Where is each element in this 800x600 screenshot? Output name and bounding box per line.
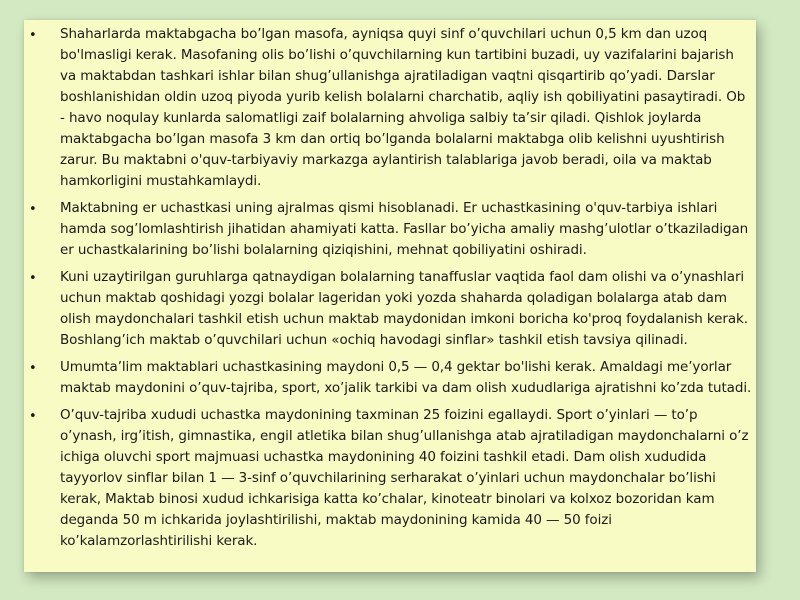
bullet-icon: •: [29, 361, 37, 376]
paragraph-text: Shaharlarda maktabgacha bo’lgan masofa, ayniqsa quyi sinf o’quvchilari uchun 0,5 km dan uzoq bo'lmasligi kerak. Masofaning olis bo’lishi o’quvchilarning kun tartibini buzadi, uy vazifalarini bajarish va maktabdan tashkari ishlar bilan shug’ullanishga ajratiladigan vaqtni qisqartirib qo’yadi. Darslar boshlanishidan oldin uzoq piyoda yurib kelish bolalarni charchatib, aqliy ish qobiliyatini pasaytiradi. Ob - havo noqulay kunlarda salomatligi zaif bolalarning ahvoliga salbiy ta’sir qiladi. Qishlok joylarda maktabgacha bo’lgan masofa 3 km dan ortiq bo’lganda bolalarni maktabga olib kelishni uyushtirish zarur. Bu maktabni o'quv-tarbiyaviy markazga aylantirish talablariga javob beradi, oila va maktab hamkorligini mustahkamlaydi.: [60, 26, 746, 189]
bullet-icon: •: [29, 409, 37, 424]
bullet-list: [24, 24, 756, 552]
bullet-icon: •: [29, 271, 37, 286]
paragraph-text: O’quv-tajriba xududi uchastka maydonining taxminan 25 foizini egallaydi. Sport o’yinlari — to’p o’ynash, irg’itish, gimnastika, engil atletika bilan shug’ullanishga atab ajratiladigan maydonchalarni o’z ichiga oluvchi sport majmuasi uchastka maydonining 40 foizini tashkil etadi. Dam olish xududida tayyorlov sinflar bilan 1 — 3-sinf o’quvchilarining serharakat o’yinlari uchun maydonchalar bo’lishi kerak, Maktab binosi xudud ichkarisiga katta ko’chalar, kinoteatr binolari va kolxoz bozoridan kam deganda 50 m ichkarida joylashtirilishi, maktab maydonining kamida 40 — 50 foizi ko’kalamzorlashtirilishi kerak.: [60, 407, 749, 549]
bullet-icon: •: [29, 202, 37, 217]
bullet-icon: •: [29, 28, 37, 43]
slide: [24, 20, 756, 572]
paragraph-text: Umumta’lim maktablari uchastkasining maydoni 0,5 — 0,4 gektar bo'lishi kerak. Amaldagi me’yorlar maktab maydonini o’quv-tajriba, sport, xo’jalik tarkibi va dam olish xududlariga ajratishni ko’zda tutadi.: [60, 359, 752, 396]
list-item: [24, 357, 756, 399]
list-item: [24, 24, 756, 192]
slide-content: [24, 24, 756, 572]
paragraph-text: Maktabning er uchastkasi uning ajralmas qismi hisoblanadi. Er uchastkasining o'quv-tarbiya ishlari hamda sog’lomlashtirish jihatidan ahamiyati katta. Fasllar bo’yicha amaliy mashg’ulotlar o’tkaziladigan er uchastkalarining bo’lishi bolalarning qiziqishini, mehnat qobiliyatini oshiradi.: [60, 200, 749, 258]
paragraph-text: Kuni uzaytirilgan guruhlarga qatnaydigan bolalarning tanaffuslar vaqtida faol dam olishi va o’ynashlari uchun maktab qoshidagi yozgi bolalar lageridan yoki yozda shaharda qoladigan bolalarga atab dam olish maydonchalari tashkil etish uchun maktab maydonidan imkoni boricha ko'proq foydalanish kerak. Boshlang’ich maktab o’quvchilari uchun «ochiq havodagi sinflar» tashkil etish tavsiya qilinadi.: [60, 269, 748, 348]
list-item: [24, 267, 756, 351]
list-item: [24, 405, 756, 552]
list-item: [24, 198, 756, 261]
